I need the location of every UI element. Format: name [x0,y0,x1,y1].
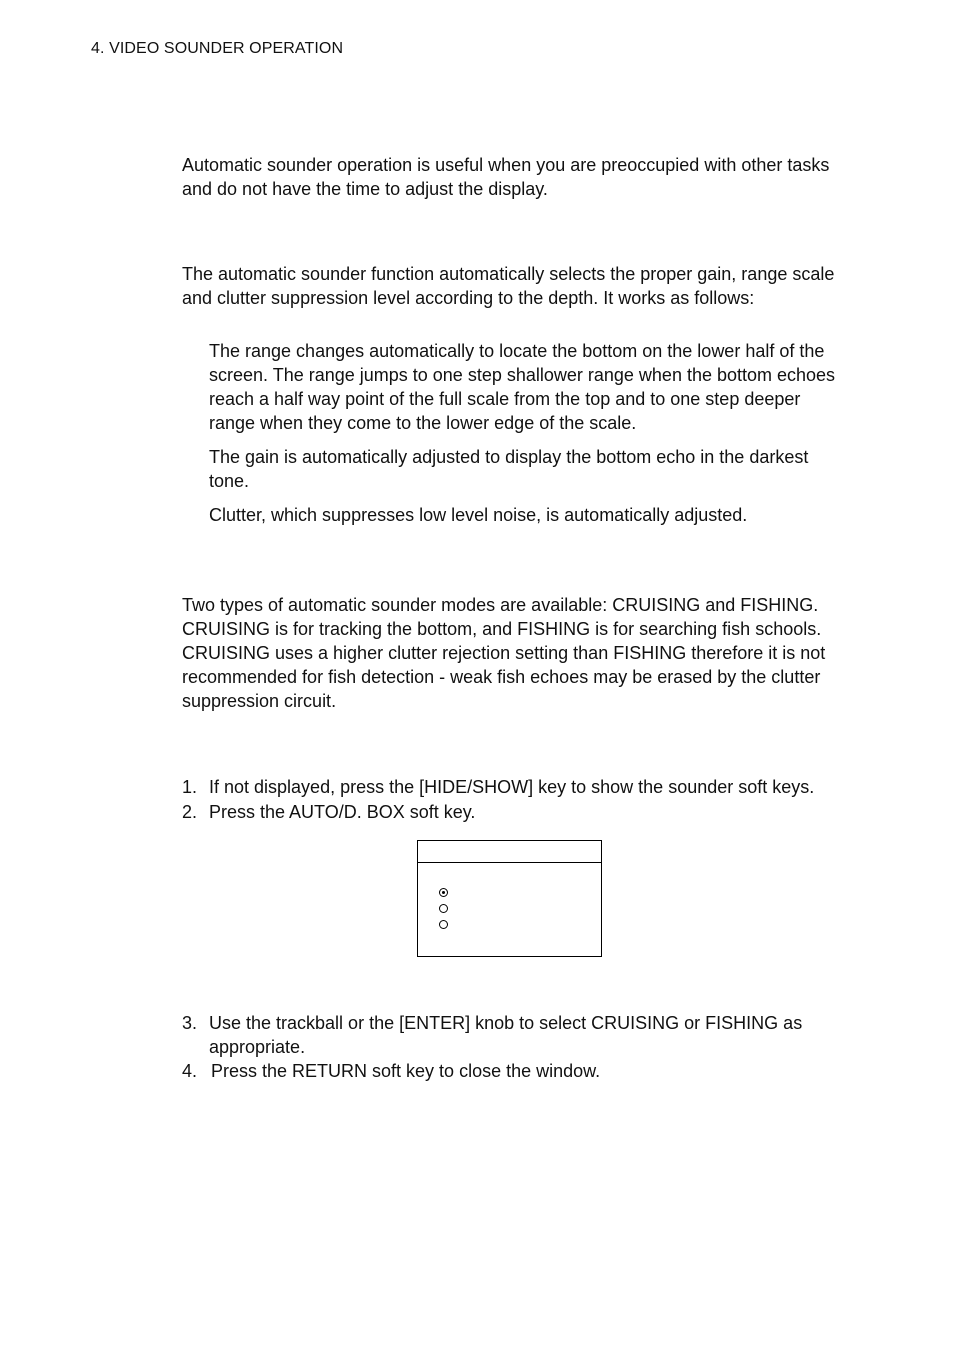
radio-option-1[interactable] [439,888,448,897]
how-it-works-paragraph: The automatic sounder function automatically selects the proper gain, range scale and clutter suppression level according to the depth. It works as follows: [182,264,835,308]
step-number: 1. [182,777,198,797]
step-text: Use the trackball or the [ENTER] knob to select CRUISING or FISHING as appropriate. [209,1013,803,1057]
step-number: 2. [182,802,198,822]
step-text: Press the RETURN soft key to close the window. [211,1061,601,1081]
step-text: Press the AUTO/D. BOX soft key. [209,802,476,822]
step-2 [182,800,847,824]
bullet-gain: The gain is automatically adjusted to display the bottom echo in the darkest tone. [209,447,809,491]
bullet-range: The range changes automatically to locate the bottom on the lower half of the screen. The range jumps to one step shallower range when the bottom echoes reach a half way point of the full scale from the top and to one step deeper range when they come to the lower edge of the scale. [209,341,836,433]
step-4 [182,1059,847,1083]
intro-paragraph: Automatic sounder operation is useful when you are preoccupied with other tasks and do not have the time to adjust the display. [182,155,830,199]
window-title-bar [418,841,601,863]
step-number: 3. [182,1013,198,1033]
radio-option-2[interactable] [439,904,448,913]
bullet-clutter: Clutter, which suppresses low level noise, is automatically adjusted. [209,505,748,525]
step-text: If not displayed, press the [HIDE/SHOW] key to show the sounder soft keys. [209,777,815,797]
auto-mode-window [417,840,602,957]
radio-option-3[interactable] [439,920,448,929]
modes-paragraph: Two types of automatic sounder modes are available: CRUISING and FISHING. CRUISING is for tracking the bottom, and FISHING is for searching fish schools. CRUISING uses a higher clutter rejection setting than FISHING therefore it is not recommended for fish detection - weak fish echoes may be erased by the clutter suppression circuit. [182,595,826,711]
step-number: 4. [182,1061,198,1081]
step-1 [182,775,847,799]
chapter-header: 4. VIDEO SOUNDER OPERATION [91,40,344,57]
step-3 [182,1011,847,1059]
